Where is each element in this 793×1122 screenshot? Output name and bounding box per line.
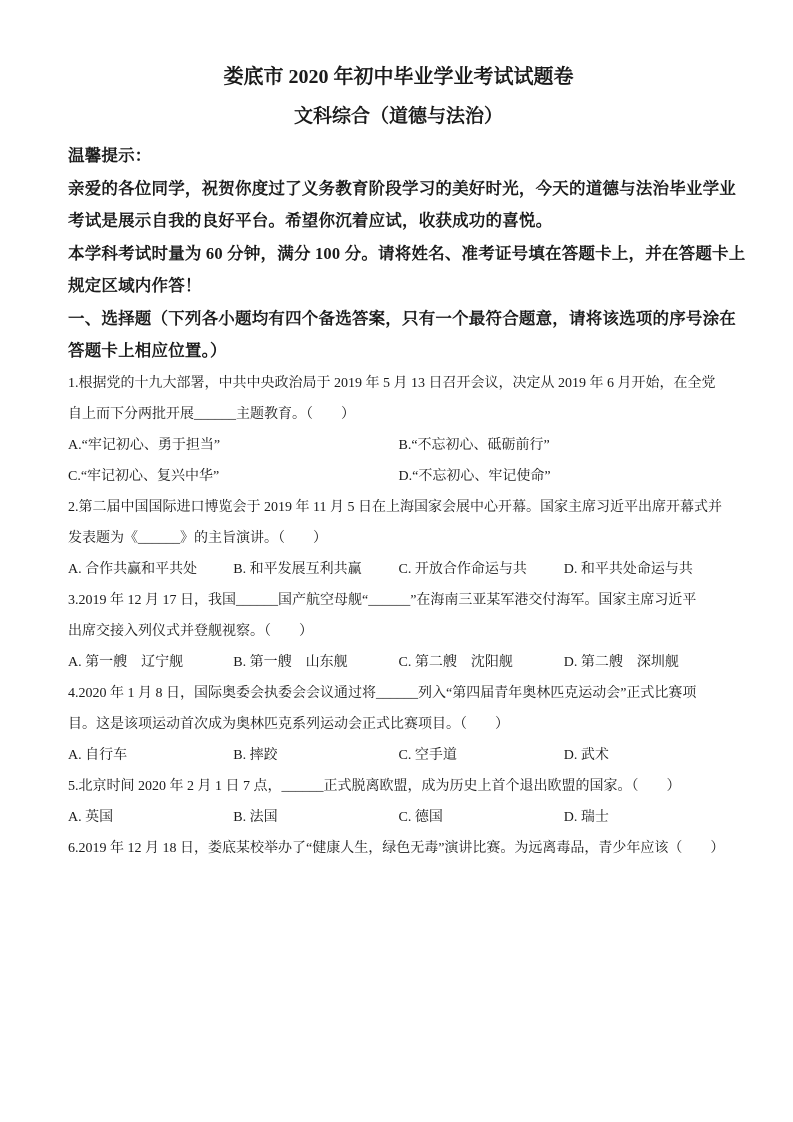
notice-line: 规定区域内作答！ [68,276,202,295]
question-5-option-b: B. 法国 [233,809,278,825]
question-2-option-a: A. 合作共赢和平共处 [68,561,198,577]
notice-heading: 温馨提示： [68,146,152,165]
question-stem-line: 6.2019 年 12 月 18 日，娄底某校举办了“健康人生，绿色无毒”演讲比赛。为远离毒品，青少年应该（ ） [68,840,725,856]
option-row [68,647,729,678]
question-3-option-a: A. 第一艘 辽宁舰 [68,654,184,670]
question-2-option-d: D. 和平共处命运与共 [563,561,693,577]
question-4-option-d: D. 武术 [563,747,609,763]
page-title: 娄底市 2020 年初中毕业学业考试试题卷 [223,66,574,88]
notice-block [68,140,746,303]
option-row [68,554,729,585]
notice-line: 考试是展示自我的良好平台。希望你沉着应试，收获成功的喜悦。 [68,211,553,230]
question-3-option-c: C. 第二艘 沈阳舰 [398,654,513,670]
question-1-option-c: C.“牢记初心、复兴中华” [68,468,220,484]
question-2-option-c: C. 开放合作命运与共 [398,561,527,577]
option-row [68,430,729,461]
question-stem-line: 出席交接入列仪式并登舰视察。（ ） [68,623,313,639]
notice-line: 亲爱的各位同学，祝贺你度过了义务教育阶段学习的美好时光，今天的道德与法治毕业学业 [68,178,736,198]
question-6 [68,833,729,864]
question-4 [68,678,729,771]
question-1-option-b: B.“不忘初心、砥砺前行” [398,437,550,453]
question-stem-line: 发表题为《______》的主旨演讲。（ ） [68,530,327,546]
question-1-option-d: D.“不忘初心、牢记使命” [398,468,551,484]
question-5 [68,771,729,833]
question-stem-line: 5.北京时间 2020 年 2 月 1 日 7 点，______正式脱离欧盟，成为历史上首个退出欧盟的国家。（ ） [68,778,681,794]
question-4-option-c: C. 空手道 [398,747,457,763]
question-2-option-b: B. 和平发展互利共赢 [233,561,362,577]
question-stem-line: 2.第二届中国国际进口博览会于 2019 年 11 月 5 日在上海国家会展中心开幕。国家主席习近平出席开幕式并 [68,499,722,515]
question-3-option-d: D. 第二艘 深圳舰 [563,654,679,670]
question-4-option-a: A. 自行车 [68,747,128,763]
question-2 [68,492,729,585]
question-5-option-c: C. 德国 [398,809,443,825]
question-3 [68,585,729,678]
option-row [68,461,729,492]
section-heading-line: 一、选择题（下列各小题均有四个备选答案，只有一个最符合题意，请将该选项的序号涂在 [68,308,736,328]
option-row [68,740,729,771]
question-stem-line: 1.根据党的十九大部署，中共中央政治局于 2019 年 5 月 13 日召开会议，决定从 2019 年 6 月开始，在全党 [68,375,716,391]
option-row [68,802,729,833]
section-heading [68,303,736,368]
question-3-option-b: B. 第一艘 山东舰 [233,654,348,670]
question-stem-line: 3.2019 年 12 月 17 日，我国______国产航空母舰“______”在海南三亚某军港交付海军。国家主席习近平 [68,592,697,608]
question-5-option-a: A. 英国 [68,809,114,825]
question-stem-line: 4.2020 年 1 月 8 日，国际奥委会执委会会议通过将______列入“第四届青年奥林匹克运动会”正式比赛项 [68,685,697,701]
question-1 [68,368,729,492]
question-stem-line: 自上而下分两批开展______主题教育。（ ） [68,406,355,422]
section-heading-line: 答题卡上相应位置。） [68,341,227,360]
question-4-option-b: B. 摔跤 [233,747,278,763]
page-subtitle: 文科综合（道德与法治） [293,106,503,127]
question-5-option-d: D. 瑞士 [563,809,609,825]
question-stem-line: 目。这是该项运动首次成为奥林匹克系列运动会正式比赛项目。（ ） [68,716,509,732]
question-1-option-a: A.“牢记初心、勇于担当” [68,437,221,453]
notice-line: 本学科考试时量为 60 分钟，满分 100 分。请将姓名、准考证号填在答题卡上，并在答题卡上 [68,243,746,263]
